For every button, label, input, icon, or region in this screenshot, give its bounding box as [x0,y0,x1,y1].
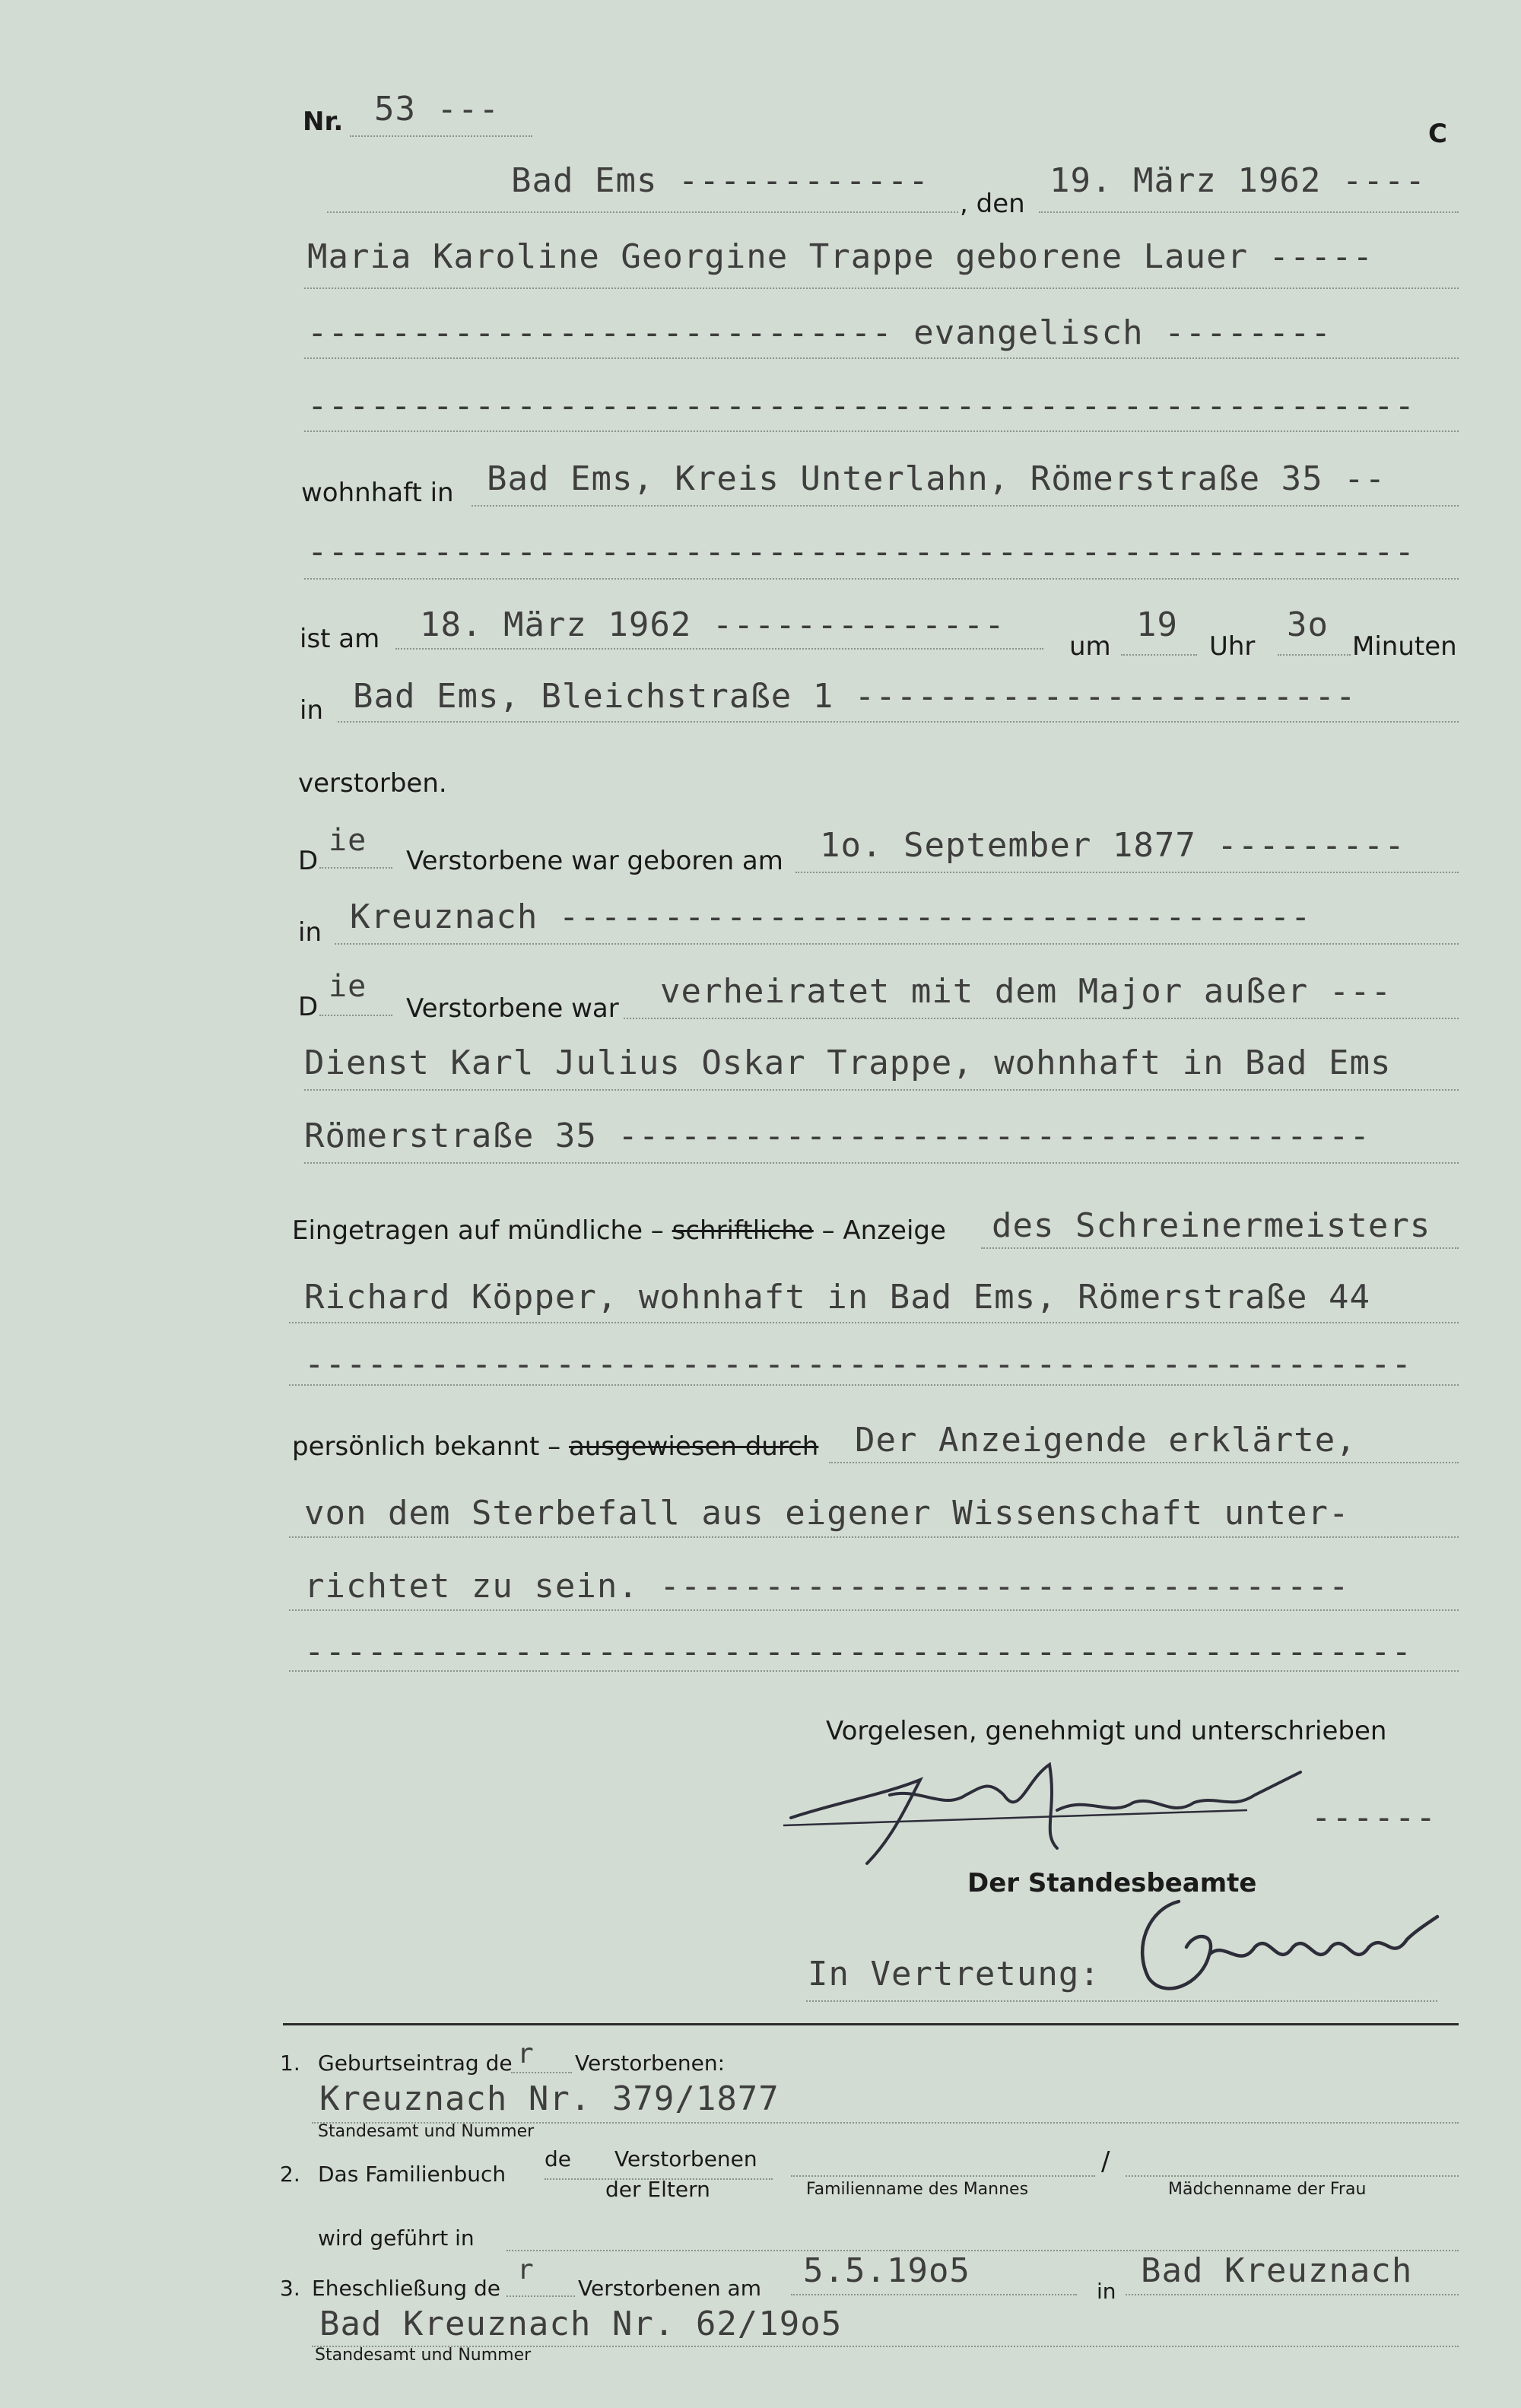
marriage-place: Bad Kreuznach [1141,2251,1413,2290]
um-label: um [1069,631,1111,662]
identity-line3-dotted [289,1609,1459,1611]
informant-occupation: des Schreinermeisters [992,1206,1431,1245]
item2-number: 2. [280,2162,300,2187]
name-dotted-line [304,287,1459,289]
deceased-name: Maria Karoline Georgine Trappe geborene Lauer ----- [307,237,1374,276]
residence-filler-dotted-line [304,578,1459,580]
marital-line1-dotted [624,1018,1459,1019]
informant-details: Richard Köpper, wohnhaft in Bad Ems, Römerstraße 44 [304,1278,1371,1317]
ist-am-label: ist am [300,624,380,654]
registration-line2-dotted [289,1322,1459,1323]
death-in-label: in [300,695,323,726]
identity-label-prefix: persönlich bekannt – [292,1431,561,1462]
birth-d-label: D [298,846,319,876]
item2-wife-dotted [1126,2175,1459,2177]
item2-eltern: der Eltern [605,2177,710,2202]
identity-statement-line2: von dem Sterbefall aus eigener Wissenschaft unter- [304,1494,1350,1533]
item3-number: 3. [280,2276,300,2301]
nr-dotted-line [350,135,532,137]
item3-place-dotted [1126,2294,1459,2295]
registration-filler-dotted [289,1384,1459,1386]
birth-date-dotted-line [795,872,1459,873]
registration-label-suffix: – Anzeige [821,1215,946,1246]
identity-filler-dotted [289,1670,1459,1672]
residence-value: Bad Ems, Kreis Unterlahn, Römerstraße 35 -- [487,459,1386,498]
filler-line-1: ----------------------------------------------------- [307,386,1415,425]
item2-gefuehrt-label: wird geführt in [318,2225,475,2251]
death-minute: 3o [1287,605,1329,644]
item1-number: 1. [280,2051,300,2076]
identity-line2-dotted [289,1536,1459,1538]
item1-label: Geburtseintrag de [318,2051,513,2076]
registration-label [292,1215,946,1246]
registrar-signature [1126,1886,1445,2008]
item3-label-verstorbenen: Verstorbenen am [578,2276,761,2301]
minuten-label: Minuten [1352,631,1457,662]
deputy-label: In Vertretung: [808,1955,1100,1993]
item1-sup: r [517,2038,535,2070]
death-date-dotted-line [395,648,1043,650]
identity-label [292,1431,818,1462]
marital-d-suffix: ie [329,969,367,1004]
death-hour: 19 [1136,605,1178,644]
date-dotted-line [1039,211,1459,213]
item3-sup-dotted [506,2295,575,2297]
footer-separator [283,2023,1459,2025]
registry-place: Bad Ems ------------ [511,161,929,200]
item1-sup-dotted [511,2072,572,2073]
item3-date-dotted [791,2294,1077,2295]
item3-sup: r [517,2254,535,2286]
item2-verstorbenen: Verstorbenen [614,2146,757,2171]
death-place-dotted-line [338,721,1459,723]
residence-filler: ----------------------------------------------------- [307,532,1415,571]
identity-label-struck: ausgewiesen durch [568,1431,819,1462]
death-place: Bad Ems, Bleichstraße 1 ------------------------ [353,677,1357,716]
religion-dotted-line [304,357,1459,359]
marriage-registry-entry: Bad Kreuznach Nr. 62/19o5 [319,2305,843,2343]
item2-label: Das Familienbuch [318,2162,506,2187]
uhr-label: Uhr [1209,631,1256,662]
informant-signature-dashes: ------ [1311,1798,1437,1837]
den-label: , den [960,189,1025,219]
registration-line1-dotted [981,1247,1459,1249]
death-date: 18. März 1962 -------------- [420,605,1005,644]
read-approved-signed-label: Vorgelesen, genehmigt und unterschrieben [826,1716,1387,1746]
marital-line2-dotted [304,1089,1459,1091]
religion-line: ---------------------------- evangelisch -------- [307,313,1332,352]
identity-line1-dotted [829,1462,1459,1463]
registration-label-struck: schriftliche [672,1215,814,1246]
corner-letter: C [1428,119,1447,149]
birth-place-dotted-line [335,943,1459,945]
born-label: Verstorbene war geboren am [406,846,783,876]
item2-de: de [545,2146,571,2171]
birth-d-dotted-line [319,867,392,869]
entry-number: 53 --- [374,90,500,129]
registration-filler: ----------------------------------------------------- [304,1345,1412,1383]
marital-status-line2: Dienst Karl Julius Oskar Trappe, wohnhaft in Bad Ems [304,1044,1392,1082]
identity-statement-line3: richtet zu sein. --------------------------------- [304,1567,1350,1606]
place-dotted-line [327,211,958,213]
verstorben-label: verstorben. [298,768,447,799]
nr-label: Nr. [303,106,344,137]
item3-label: Eheschließung de [312,2276,500,2301]
birth-place: Kreuznach ------------------------------------ [350,897,1312,936]
marital-d-dotted-line [319,1015,392,1016]
minute-dotted-line [1278,654,1351,656]
item2-husband-label: Familienname des Mannes [806,2180,1029,2199]
marital-war-label: Verstorbene war [406,993,619,1024]
informant-signature [776,1749,1308,1871]
identity-statement-line1: Der Anzeigende erklärte, [855,1421,1357,1460]
item2-wife-label: Mädchenname der Frau [1168,2180,1367,2199]
hour-dotted-line [1121,654,1197,656]
marriage-date: 5.5.19o5 [803,2251,970,2290]
marital-status-line1: verheiratet mit dem Major außer --- [660,972,1392,1011]
marital-d-label: D [298,992,319,1022]
registration-label-prefix: Eingetragen auf mündliche – [292,1215,664,1246]
filler-dotted-line-1 [304,430,1459,432]
registrar-label: Der Standesbeamte [967,1868,1257,1898]
residence-label: wohnhaft in [301,478,454,508]
item2-husband-dotted [791,2175,1095,2177]
identity-filler: ----------------------------------------------------- [304,1632,1412,1671]
registry-date: 19. März 1962 ---- [1049,161,1426,200]
item1-label-verstorbenen: Verstorbenen: [575,2051,726,2076]
marital-status-line3: Römerstraße 35 ------------------------------------ [304,1117,1371,1155]
birth-registry-entry: Kreuznach Nr. 379/1877 [319,2079,780,2118]
birth-in-label: in [298,917,322,948]
marital-line3-dotted [304,1162,1459,1164]
residence-dotted-line [472,505,1459,507]
item3-in-label: in [1097,2279,1116,2304]
item2-slash: / [1101,2146,1110,2177]
birth-date: 1o. September 1877 --------- [820,826,1405,865]
item3-standesamt-label: Standesamt und Nummer [315,2346,532,2365]
birth-d-suffix: ie [329,823,367,858]
item1-standesamt-label: Standesamt und Nummer [318,2122,535,2141]
